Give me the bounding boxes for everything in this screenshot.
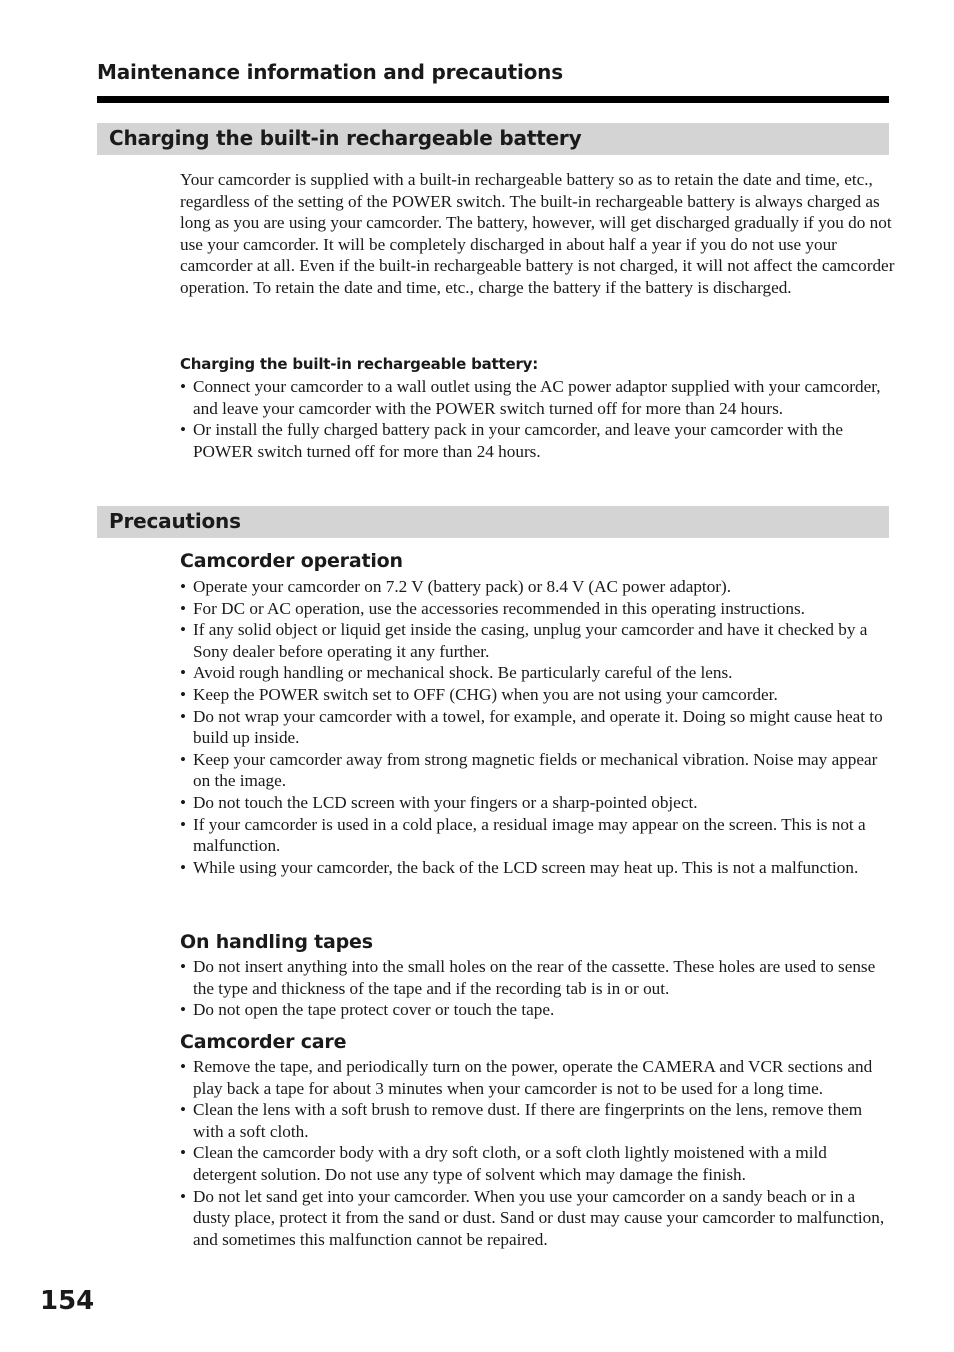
- list-item: • Connect your camcorder to a wall outlet using the AC power adaptor supplied with your camcorder, and leave your camcorder with the POWER switch turned off for more than 24 hours.: [180, 376, 892, 419]
- list-item: • Avoid rough handling or mechanical shock. Be particularly careful of the lens.: [180, 662, 892, 684]
- list-item: • Do not open the tape protect cover or touch the tape.: [180, 999, 892, 1021]
- section-header-precautions: [97, 506, 889, 538]
- header-rule: [97, 96, 889, 103]
- list-item: • Or install the fully charged battery pack in your camcorder, and leave your camcorder with the POWER switch turned off for more than 24 hours.: [180, 419, 892, 462]
- section-title-battery: Charging the built-in rechargeable battery: [109, 126, 582, 150]
- page-header-title: Maintenance information and precautions: [97, 60, 563, 84]
- list-item: • For DC or AC operation, use the accessories recommended in this operating instructions.: [180, 598, 892, 620]
- section-title-precautions: Precautions: [109, 509, 241, 533]
- list-item: • Do not touch the LCD screen with your fingers or a sharp-pointed object.: [180, 792, 892, 814]
- camcorder-care-list: [180, 1056, 892, 1250]
- handling-tapes-list: [180, 956, 892, 1021]
- list-item: • Remove the tape, and periodically turn on the power, operate the CAMERA and VCR sections and play back a tape for about 3 minutes when your camcorder is not to be used for a long time.: [180, 1056, 892, 1099]
- battery-subheading: Charging the built-in rechargeable battery:: [180, 355, 539, 373]
- list-item: • If any solid object or liquid get inside the casing, unplug your camcorder and have it checked by a Sony dealer before operating it any further.: [180, 619, 892, 662]
- list-item: • Clean the camcorder body with a dry soft cloth, or a soft cloth lightly moistened with a mild detergent solution. Do not use any type of solvent which may damage the finish.: [180, 1142, 892, 1185]
- list-item: • Do not insert anything into the small holes on the rear of the cassette. These holes are used to sense the type and thickness of the tape and if the recording tab is in or out.: [180, 956, 892, 999]
- section-header-battery: [97, 123, 889, 155]
- list-item: • Clean the lens with a soft brush to remove dust. If there are fingerprints on the lens, remove them with a soft cloth.: [180, 1099, 892, 1142]
- list-item: • Do not wrap your camcorder with a towel, for example, and operate it. Doing so might cause heat to build up inside.: [180, 706, 892, 749]
- camcorder-operation-list: [180, 576, 892, 878]
- list-item: • Keep your camcorder away from strong magnetic fields or mechanical vibration. Noise may appear on the image.: [180, 749, 892, 792]
- page-number: 154: [40, 1286, 95, 1316]
- list-item: • Do not let sand get into your camcorder. When you use your camcorder on a sandy beach or in a dusty place, protect it from the sand or dust. Sand or dust may cause your camcorder to malfunction, and sometimes this malfunction cannot be repaired.: [180, 1186, 892, 1251]
- camcorder-operation-heading: Camcorder operation: [180, 550, 403, 572]
- battery-paragraph: Your camcorder is supplied with a built-in rechargeable battery so as to retain the date and time, etc., regardless of the setting of the POWER switch. The built-in rechargeable battery is always charged as long as you are using your camcorder. The battery, however, will get discharged gradually if you do not use your camcorder. It will be completely discharged in about half a year if you do not use your camcorder at all. Even if the built-in rechargeable battery is not charged, it will not affect the camcorder operation. To retain the date and time, etc., charge the battery if the battery is discharged.: [180, 170, 895, 297]
- list-item: • Operate your camcorder on 7.2 V (battery pack) or 8.4 V (AC power adaptor).: [180, 576, 892, 598]
- handling-tapes-heading: On handling tapes: [180, 931, 373, 953]
- list-item: • If your camcorder is used in a cold place, a residual image may appear on the screen. This is not a malfunction.: [180, 814, 892, 857]
- list-item: • Keep the POWER switch set to OFF (CHG) when you are not using your camcorder.: [180, 684, 892, 706]
- list-item: • While using your camcorder, the back of the LCD screen may heat up. This is not a malfunction.: [180, 857, 892, 879]
- camcorder-care-heading: Camcorder care: [180, 1031, 347, 1053]
- battery-bullet-list: [180, 376, 892, 462]
